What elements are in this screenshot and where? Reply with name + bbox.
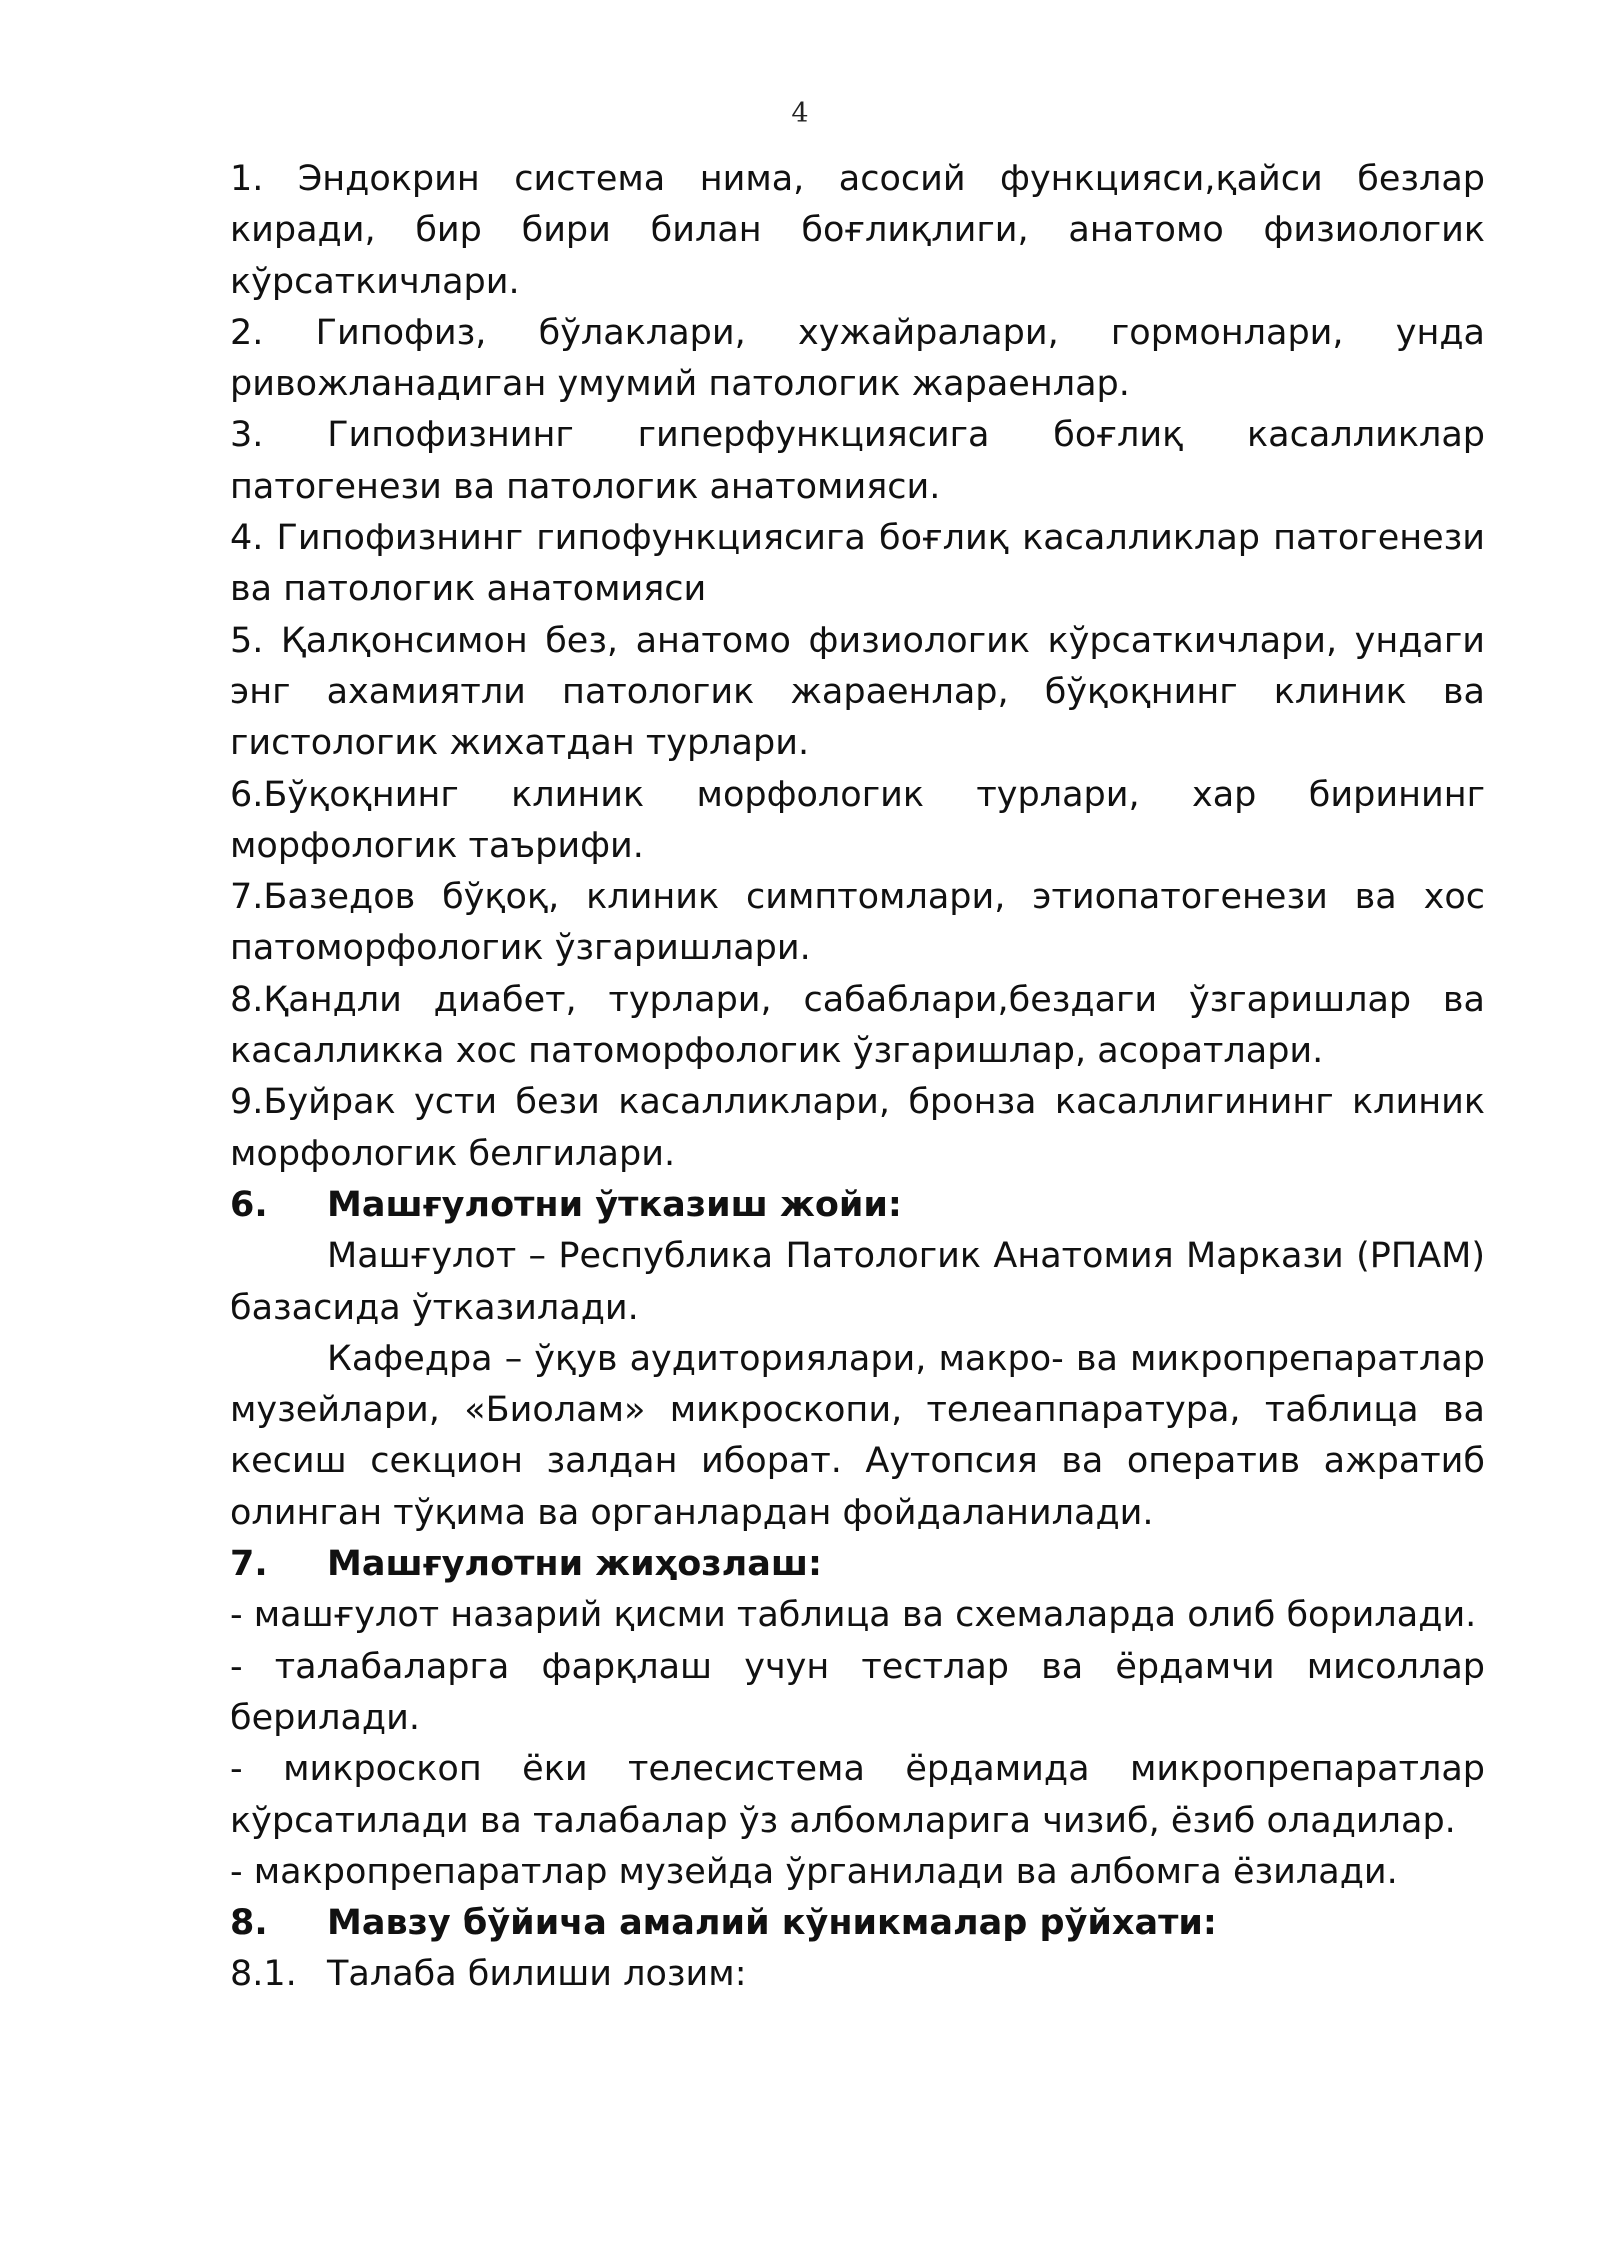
equipment-item: - макропрепаратлар музейда ўрганилади ва албомга ёзилади. <box>230 1851 1398 1892</box>
section-6-heading <box>230 1180 1485 1231</box>
section-8-heading <box>230 1898 1485 1949</box>
question-item: 9.Буйрак усти бези касалликлари, бронза касаллигининг клиник морфологик белгилари. <box>230 1082 1485 1174</box>
subsection-text: Талаба билиши лозим: <box>327 1954 747 1995</box>
section-6-paragraph: Кафедра – ўқув аудиториялари, макро- ва микропрепаратлар музейлари, «Биолам» микроскопи, телеаппаратура, таблица ва кесиш секцион залдан иборат. Аутопсия ва оператив ажратиб олинган тўқима ва органлардан фойдаланилади. <box>230 1338 1485 1533</box>
section-title: Мавзу бўйича амалий кўникмалар рўйхати: <box>327 1903 1217 1944</box>
section-number: 7. <box>230 1544 268 1585</box>
section-title: Машғулотни жиҳозлаш: <box>327 1544 823 1585</box>
section-number: 6. <box>230 1184 268 1225</box>
section-title: Машғулотни ўтказиш жойи: <box>327 1184 902 1225</box>
section-7-heading <box>230 1539 1485 1590</box>
question-item: 7.Базедов бўқоқ, клиник симптомлари, этиопатогенези ва хос патоморфологик ўзгаришлари. <box>230 877 1485 969</box>
question-item: 4. Гипофизнинг гипофункциясига боғлиқ касалликлар патогенези ва патологик анатомияси <box>230 518 1485 610</box>
question-item: 2. Гипофиз, бўлаклари, хужайралари, гормонлари, унда ривожланадиган умумий патологик жараенлар. <box>230 312 1485 405</box>
page-content <box>230 154 1485 2001</box>
question-item: 1. Эндокрин система нима, асосий функцияси,қайси безлар киради, бир бири билан боғлиқлиги, анатомо физиологик кўрсаткичлари. <box>230 159 1485 302</box>
question-item: 5. Қалқонсимон без, анатомо физиологик кўрсаткичлари, ундаги энг ахамиятли патологик жараенлар, бўқоқнинг клиник ва гистологик жихатдан турлари. <box>230 620 1485 764</box>
section-number: 8. <box>230 1903 268 1944</box>
equipment-item: - талабаларга фарқлаш учун тестлар ва ёрдамчи мисоллар берилади. <box>230 1646 1485 1738</box>
equipment-item: - микроскоп ёки телесистема ёрдамида микропрепаратлар кўрсатилади ва талабалар ўз албомларига чизиб, ёзиб оладилар. <box>230 1749 1485 1841</box>
question-item: 8.Қандли диабет, турлари, сабаблари,бездаги ўзгаришлар ва касалликка хос патоморфологик ўзгаришлар, асоратлари. <box>230 979 1485 1072</box>
page-number: 4 <box>791 98 809 129</box>
subsection-number: 8.1. <box>230 1954 297 1995</box>
section-6-paragraph: Машғулот – Республика Патологик Анатомия Маркази (РПАМ) базасида ўтказилади. <box>230 1236 1485 1328</box>
question-item: 6.Бўқоқнинг клиник морфологик турлари, хар бирининг морфологик таърифи. <box>230 774 1485 866</box>
question-item: 3. Гипофизнинг гиперфункциясига боғлиқ касалликлар патогенези ва патологик анатомияси. <box>230 415 1485 507</box>
subsection-8-1 <box>230 1949 1485 2000</box>
equipment-item: - машғулот назарий қисми таблица ва схемаларда олиб борилади. <box>230 1595 1477 1636</box>
